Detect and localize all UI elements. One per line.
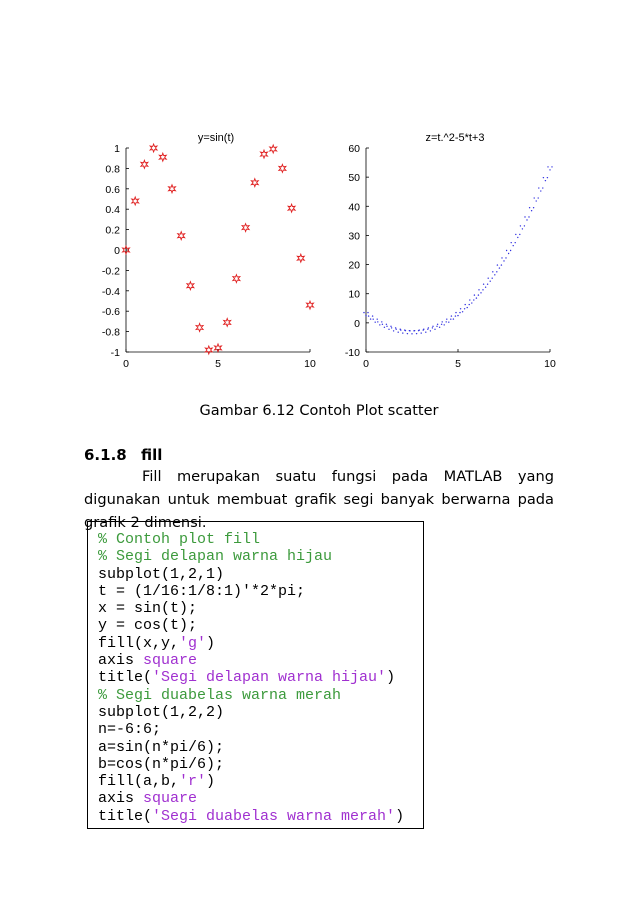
data-point: [251, 179, 258, 187]
data-point: [492, 271, 497, 275]
data-point: [529, 207, 534, 211]
data-point: [288, 204, 295, 212]
data-point: [391, 327, 396, 331]
y-tick-label: 0.8: [105, 163, 120, 176]
data-point: [405, 330, 410, 334]
data-point: [307, 301, 314, 309]
data-point: [432, 326, 437, 330]
code-token: ): [395, 807, 405, 825]
data-point: [488, 277, 493, 281]
y-tick-label: 0: [354, 317, 360, 330]
code-string: 'g': [179, 634, 207, 652]
data-point: [386, 326, 391, 330]
code-token: x = sin(t);: [98, 600, 198, 618]
data-point: [511, 242, 516, 246]
code-token: title(: [98, 669, 153, 687]
data-point: [409, 330, 414, 334]
data-point: [159, 153, 166, 161]
code-token: a=sin(n*pi/6);: [98, 738, 225, 756]
code-token: b=cos(n*pi/6);: [98, 755, 225, 773]
y-tick-label: 60: [348, 143, 360, 155]
data-point: [270, 145, 277, 153]
code-token: ): [386, 669, 396, 687]
data-point: [396, 328, 401, 332]
chart-title: z=t.^2-5*t+3: [425, 132, 485, 144]
code-string: square: [143, 790, 198, 808]
chart-title: y=sin(t): [197, 132, 235, 144]
code-token: title(: [98, 807, 153, 825]
data-point: [150, 144, 157, 152]
data-point: [460, 308, 465, 312]
figure-caption: Gambar 6.12 Contoh Plot scatter: [199, 403, 439, 419]
data-point: [205, 346, 212, 354]
y-tick-label: -1: [110, 347, 120, 359]
data-point: [465, 304, 470, 308]
data-point: [543, 177, 548, 181]
data-point: [455, 312, 460, 316]
data-point: [400, 329, 405, 333]
data-point: [169, 185, 176, 193]
data-point: [419, 329, 424, 333]
x-tick-label: 0: [363, 358, 369, 370]
y-tick-label: 40: [348, 201, 360, 214]
x-tick-label: 5: [455, 358, 461, 370]
data-point: [261, 150, 268, 158]
x-tick-label: 0: [123, 358, 129, 370]
data-point: [382, 324, 387, 328]
data-point: [141, 160, 148, 168]
code-token: y = cos(t);: [98, 617, 198, 635]
data-point: [538, 187, 543, 191]
data-point: [414, 330, 419, 334]
code-string: 'Segi duabelas warna merah': [152, 807, 396, 825]
y-tick-label: 50: [348, 172, 360, 185]
code-token: n=-6:6;: [98, 721, 162, 739]
code-line: [98, 704, 404, 721]
code-token: fill(a,b,: [98, 773, 180, 791]
data-point: [483, 284, 488, 288]
data-point: [428, 327, 433, 331]
code-line: [98, 773, 404, 790]
code-token: axis: [98, 652, 144, 670]
section-number: 6.1.8: [84, 446, 127, 464]
code-line: [98, 790, 404, 807]
scatter-figure: [0, 0, 638, 400]
code-string: 'r': [179, 773, 207, 791]
code-line: [98, 583, 404, 600]
data-point: [224, 318, 231, 326]
data-point: [377, 321, 382, 325]
data-point: [132, 197, 139, 205]
data-point: [515, 234, 520, 238]
y-tick-label: 0.6: [105, 183, 120, 196]
data-point: [187, 282, 194, 290]
code-token: ): [206, 773, 216, 791]
y-tick-label: -0.4: [101, 285, 120, 298]
data-point: [534, 197, 539, 201]
y-tick-label: -10: [344, 347, 360, 359]
data-point: [524, 216, 529, 220]
y-tick-label: 0.4: [105, 204, 120, 217]
data-point: [215, 344, 222, 352]
code-listing: [98, 531, 404, 825]
code-line: [98, 808, 404, 825]
code-line: [98, 687, 404, 704]
data-point: [547, 166, 552, 170]
code-token: subplot(1,2,1): [98, 565, 225, 583]
data-point: [178, 232, 185, 240]
x-tick-label: 10: [544, 358, 556, 370]
y-tick-label: 1: [114, 143, 120, 155]
data-point: [442, 321, 447, 325]
code-token: subplot(1,2,2): [98, 703, 225, 721]
data-point: [279, 164, 286, 172]
data-point: [368, 315, 373, 319]
y-tick-label: 0: [114, 245, 120, 257]
y-tick-label: -0.6: [101, 306, 120, 319]
code-line: [98, 756, 404, 773]
data-point: [520, 225, 525, 229]
data-point: [478, 289, 483, 293]
code-comment: % Contoh plot fill: [98, 531, 261, 548]
code-line: [98, 566, 404, 583]
code-string: 'Segi delapan warna hijau': [152, 669, 387, 687]
code-comment: % Segi delapan warna hijau: [98, 548, 333, 566]
code-token: axis: [98, 790, 144, 808]
data-point: [446, 318, 451, 322]
data-point: [451, 315, 456, 319]
data-point: [497, 264, 502, 268]
section-title: fill: [141, 446, 163, 464]
code-line: [98, 669, 404, 686]
code-line: [98, 531, 404, 548]
code-line: [98, 600, 404, 617]
data-point: [242, 224, 249, 232]
x-tick-label: 10: [304, 358, 316, 370]
y-tick-label: 0.2: [105, 224, 120, 237]
data-point: [233, 275, 240, 283]
x-tick-label: 5: [215, 358, 221, 370]
code-line: [98, 652, 404, 669]
code-line: [98, 739, 404, 756]
data-point: [297, 254, 304, 262]
code-line: [98, 635, 404, 652]
data-point: [423, 328, 428, 332]
code-token: ): [206, 634, 216, 652]
data-point: [506, 250, 511, 254]
code-string: square: [143, 652, 198, 670]
data-point: [474, 294, 479, 298]
section-paragraph: Fill merupakan suatu fungsi pada MATLAB yang digunakan untuk membuat grafik segi banyak berwarna pada grafik 2 dimensi.: [84, 468, 554, 531]
data-point: [437, 324, 442, 328]
code-token: t = (1/16:1/8:1)'*2*pi;: [98, 582, 306, 600]
code-comment: % Segi duabelas warna merah: [98, 686, 342, 704]
y-tick-label: 30: [348, 230, 360, 243]
y-tick-label: -0.8: [101, 326, 120, 339]
data-point: [373, 318, 378, 322]
data-point: [469, 299, 474, 303]
data-point: [501, 257, 506, 261]
data-point: [196, 324, 203, 332]
y-tick-label: 10: [348, 288, 360, 301]
code-token: fill(x,y,: [98, 634, 180, 652]
code-line: [98, 721, 404, 738]
code-line: [98, 617, 404, 634]
y-tick-label: -0.2: [101, 265, 120, 278]
y-tick-label: 20: [348, 259, 360, 272]
code-line: [98, 548, 404, 565]
